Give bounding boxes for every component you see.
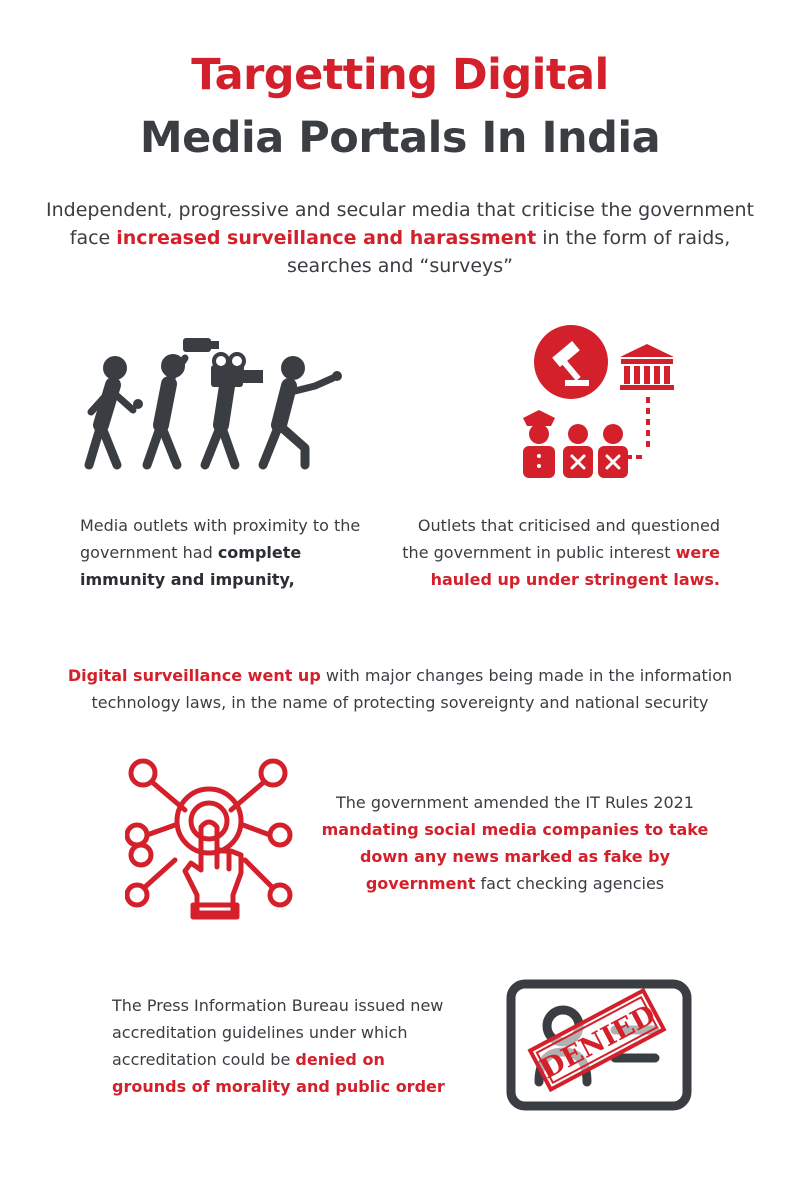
immunity-part-1: Media outlets with proximity to the government had [80, 516, 361, 562]
stringent-laws-text [400, 512, 720, 593]
title-line-1: Targetting Digital [191, 50, 609, 100]
surveillance-text [50, 662, 750, 716]
pib-highlight: denied on grounds of morality and public order [112, 1050, 445, 1096]
surveillance-part-1: with major changes being made in the information technology laws, in the name of protecting sovereignty and national security [91, 666, 733, 712]
pib-text [112, 992, 452, 1100]
denied-id-card-icon [505, 978, 695, 1113]
journalists-with-cameras-icon [65, 330, 355, 475]
intro-text [30, 196, 770, 280]
laws-highlight: were hauled up under stringent laws. [430, 543, 720, 589]
intro-part-2: in the form of raids, searches and “surveys” [286, 227, 731, 277]
immunity-text [80, 512, 380, 593]
denied-stamp-text: DENIED [535, 999, 661, 1086]
title-line-2: Media Portals In India [139, 113, 661, 163]
intro-highlight: increased surveillance and harassment [116, 227, 537, 249]
intro-part-1: Independent, progressive and secular media that criticise the government face [46, 199, 754, 249]
network-touch-icon [125, 755, 295, 925]
it-rules-highlight: mandating social media companies to take down any news marked as fake by government [321, 820, 709, 893]
laws-part-1: Outlets that criticised and questioned the government in public interest [402, 516, 720, 562]
surveillance-highlight: Digital surveillance went up [67, 666, 321, 685]
it-rules-part-1: The government amended the IT Rules 2021 [336, 793, 694, 812]
pib-part-1: The Press Information Bureau issued new accreditation guidelines under which accreditation could be [112, 996, 444, 1069]
it-rules-part-2: fact checking agencies [475, 874, 665, 893]
immunity-bold: complete immunity and impunity, [80, 543, 302, 589]
it-rules-text [320, 789, 710, 897]
court-gavel-arrest-icon [515, 322, 680, 482]
